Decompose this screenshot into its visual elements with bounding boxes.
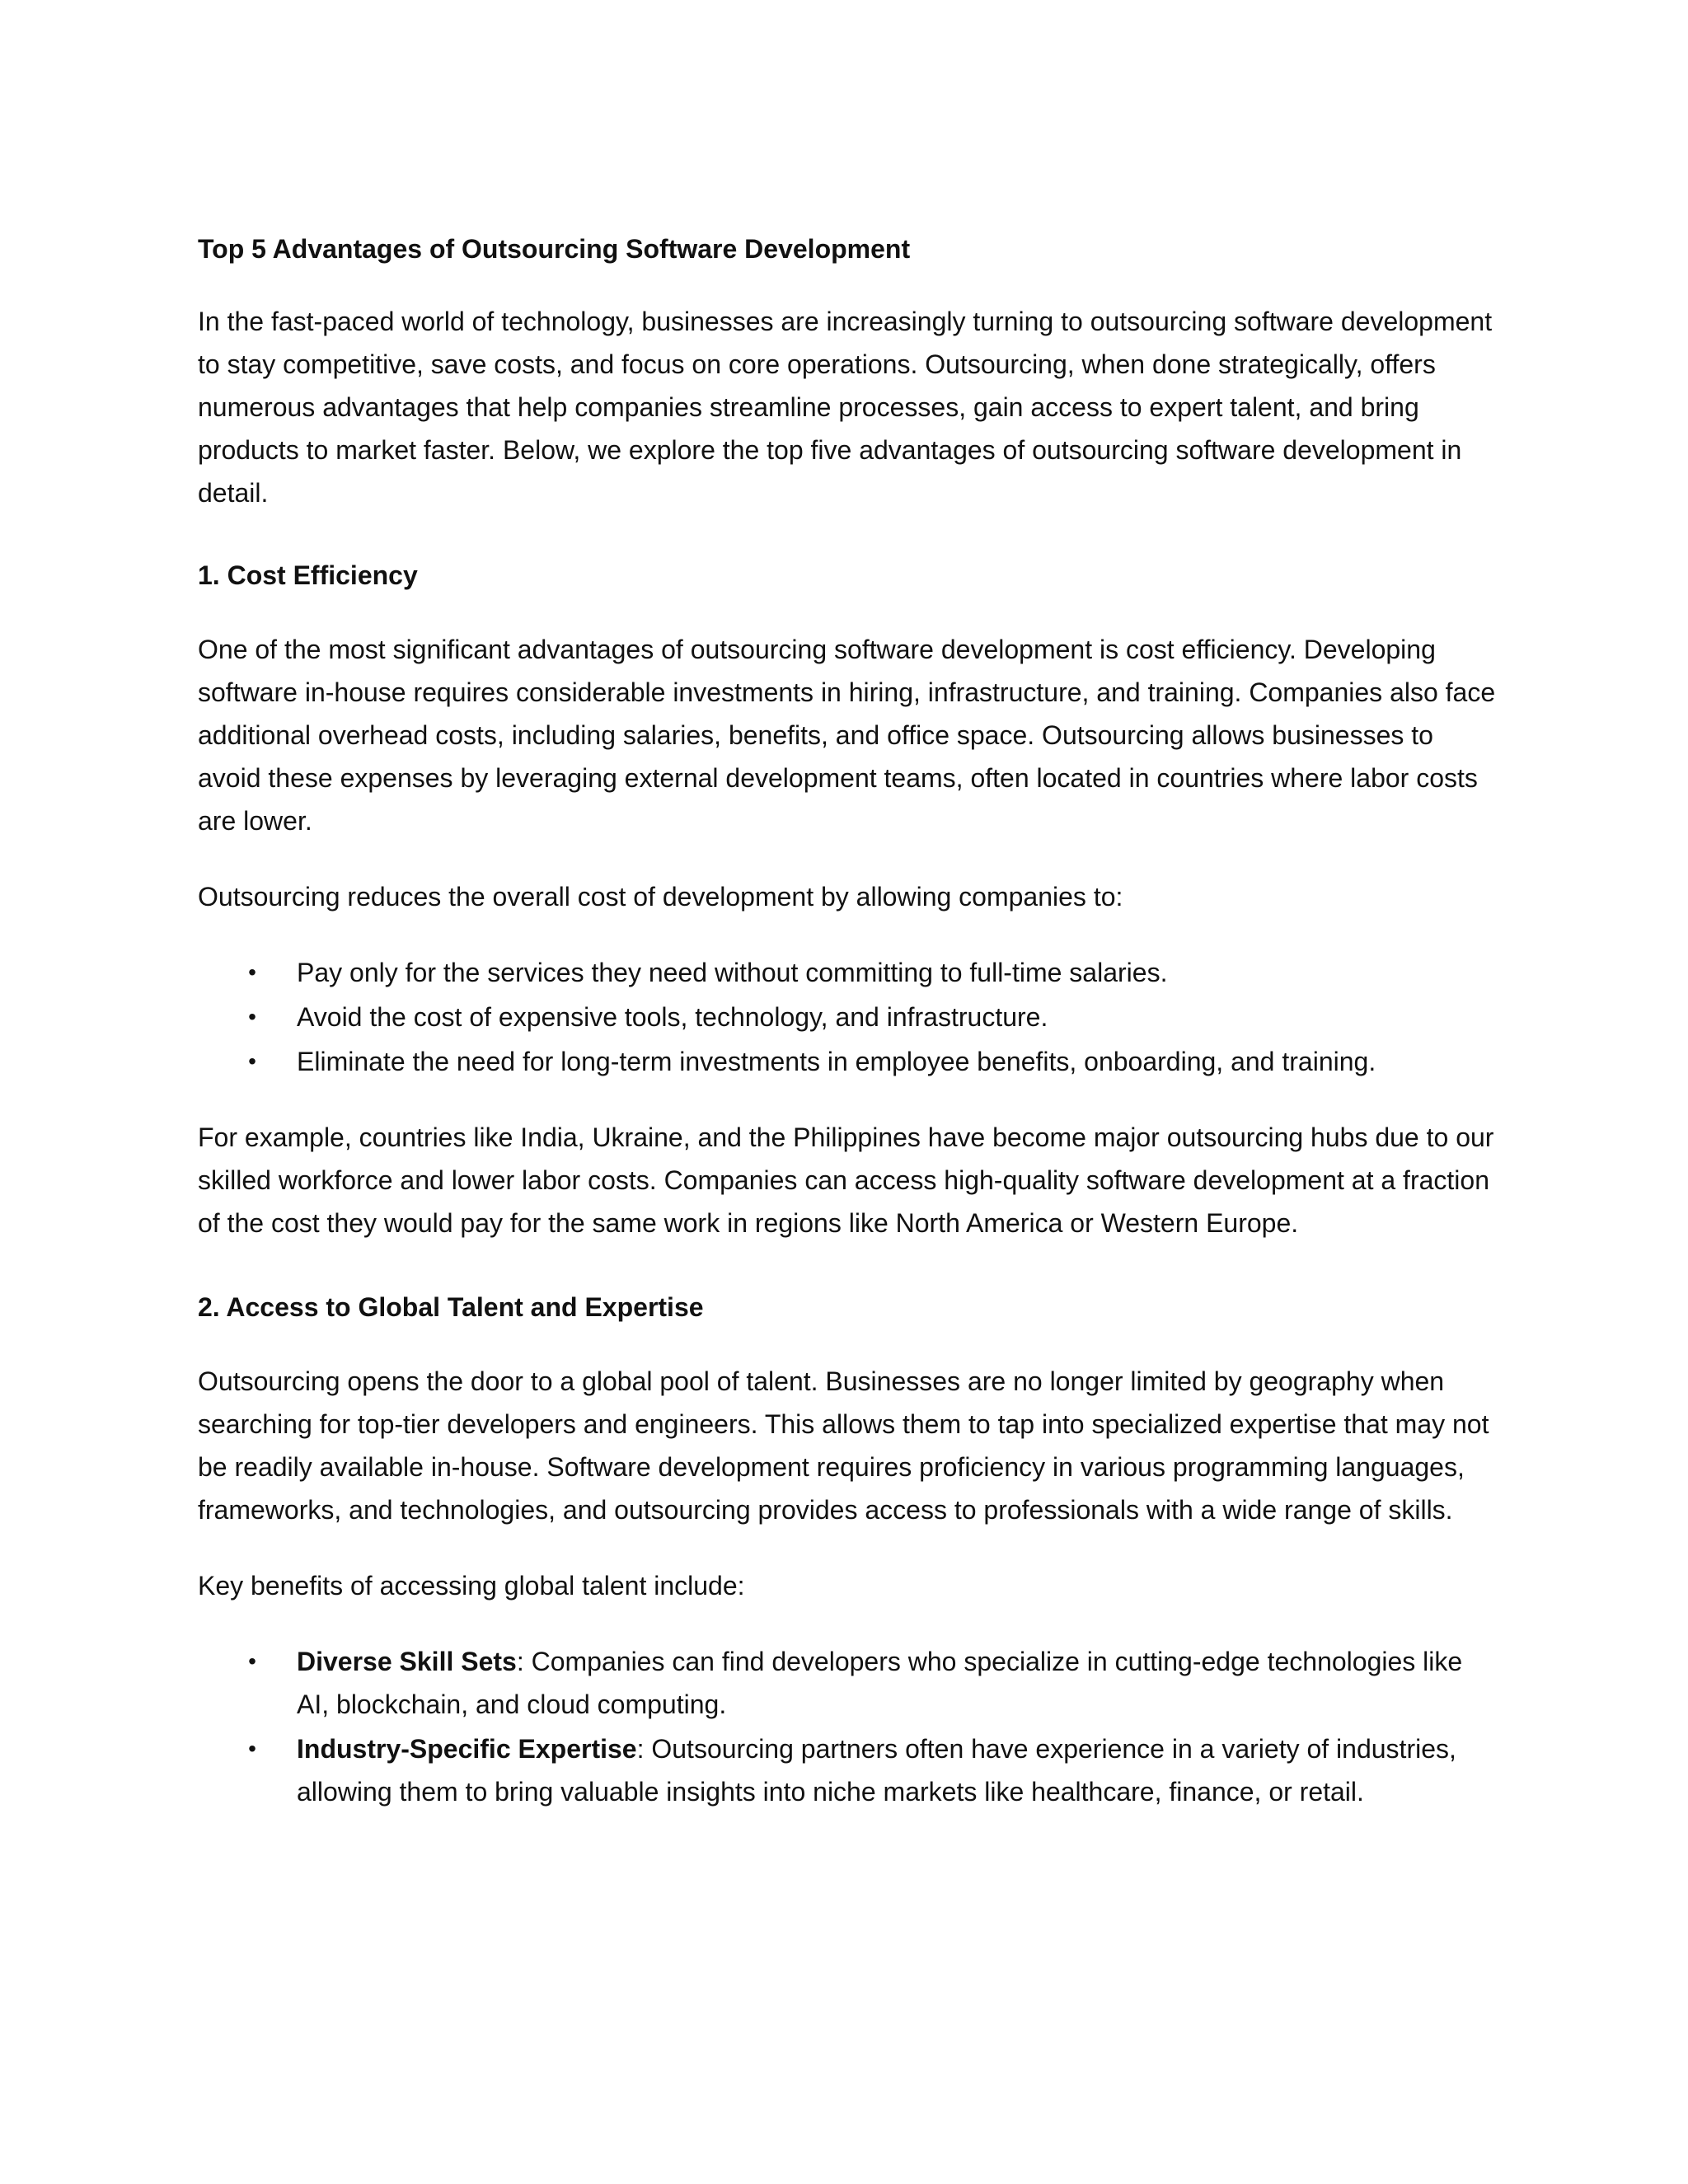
bullet-icon: •	[248, 1004, 256, 1029]
section-1-list-intro: Outsourcing reduces the overall cost of development by allowing companies to:	[198, 882, 1123, 912]
section-2-bullet-list	[198, 1640, 1500, 1813]
list-item-text: : Outsourcing partners often have experience in a variety of industries, allowing them to bring valuable insights into niche markets like healthcare, finance, or retail.	[297, 1734, 1456, 1807]
section-2-heading: 2. Access to Global Talent and Expertise	[198, 1292, 704, 1322]
section-1-example-paragraph: For example, countries like India, Ukraine, and the Philippines have become major outsourcing hubs due to our skilled workforce and lower labor costs. Companies can access high-quality software development at a fraction of the cost they would pay for the same work in regions like North America or Western Europe.	[198, 1122, 1494, 1238]
list-item-text: Eliminate the need for long-term investments in employee benefits, onboarding, and training.	[297, 1047, 1376, 1076]
bullet-icon: •	[248, 959, 256, 985]
bullet-icon: •	[248, 1648, 256, 1674]
list-item-text: : Companies can find developers who specialize in cutting-edge technologies like AI, blockchain, and cloud computing.	[297, 1647, 1463, 1719]
list-item	[198, 1727, 1500, 1813]
section-2-list-intro: Key benefits of accessing global talent include:	[198, 1571, 745, 1601]
list-item-term: Industry-Specific Expertise	[297, 1734, 637, 1764]
list-item-term: Diverse Skill Sets	[297, 1647, 517, 1676]
bullet-icon: •	[248, 1048, 256, 1074]
bullet-icon: •	[248, 1736, 256, 1761]
list-item	[198, 1040, 1500, 1083]
list-item	[198, 951, 1500, 994]
document-title: Top 5 Advantages of Outsourcing Software Development	[198, 234, 911, 264]
list-item	[198, 1640, 1500, 1726]
section-1-heading: 1. Cost Efficiency	[198, 560, 418, 590]
list-item-text: Pay only for the services they need without committing to full-time salaries.	[297, 958, 1168, 987]
section-2-paragraph: Outsourcing opens the door to a global pool of talent. Businesses are no longer limited by geography when searching for top-tier developers and engineers. This allows them to tap into specialized expertise that may not be readily available in-house. Software development requires proficiency in various programming languages, frameworks, and technologies, and outsourcing provides access to professionals with a wide range of skills.	[198, 1366, 1489, 1525]
list-item	[198, 996, 1500, 1038]
list-item-text: Avoid the cost of expensive tools, technology, and infrastructure.	[297, 1002, 1048, 1032]
section-1-bullet-list	[198, 951, 1500, 1083]
document-body	[198, 227, 1500, 1846]
section-1-paragraph: One of the most significant advantages of outsourcing software development is cost efficiency. Developing software in-house requires considerable investments in hiring, infrastructure, and training. Companies also face additional overhead costs, including salaries, benefits, and office space. Outsourcing allows businesses to avoid these expenses by leveraging external development teams, often located in countries where labor costs are lower.	[198, 635, 1496, 836]
intro-paragraph: In the fast-paced world of technology, businesses are increasingly turning to outsourcing software development to stay competitive, save costs, and focus on core operations. Outsourcing, when done strategically, offers numerous advantages that help companies streamline processes, gain access to expert talent, and bring products to market faster. Below, we explore the top five advantages of outsourcing software development in detail.	[198, 307, 1493, 508]
